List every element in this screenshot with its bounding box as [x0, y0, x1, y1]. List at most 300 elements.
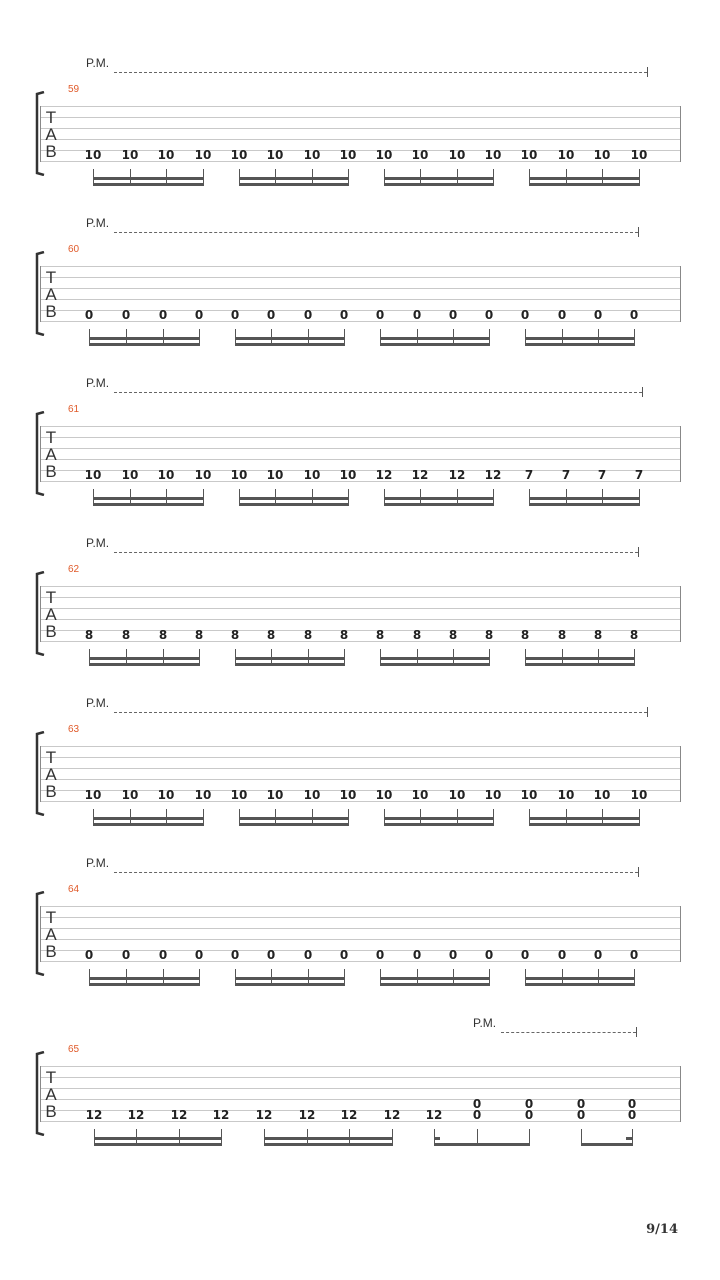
fret-number: 10 — [230, 148, 248, 162]
note-stem — [348, 489, 349, 503]
palm-mute-dashes — [114, 392, 642, 393]
staff-line — [40, 961, 680, 962]
palm-mute-dashes — [114, 712, 647, 713]
tab-clef-letter: A — [45, 285, 57, 304]
fret-number: 10 — [194, 788, 212, 802]
staff-line — [40, 448, 680, 449]
note-stem — [384, 809, 385, 823]
note-beam — [380, 663, 490, 666]
note-stem — [349, 1129, 350, 1143]
palm-mute-dashes — [114, 872, 638, 873]
barline-end — [680, 266, 681, 322]
note-stem — [271, 329, 272, 343]
note-stem — [163, 969, 164, 983]
fret-number: 0 — [375, 948, 385, 962]
staff-line — [40, 1077, 680, 1078]
barline-start — [40, 426, 41, 482]
staff-line — [40, 939, 680, 940]
note-stem — [136, 1129, 137, 1143]
fret-number: 0 — [375, 308, 385, 322]
tab-clef-letter: B — [45, 782, 57, 801]
tab-clef-letter: T — [45, 908, 57, 927]
fret-number: 12 — [383, 1108, 401, 1122]
note-beam — [525, 657, 635, 660]
fret-number: 10 — [375, 788, 393, 802]
note-stem — [493, 489, 494, 503]
staff-line — [40, 266, 680, 267]
note-beam — [93, 503, 204, 506]
note-stem — [562, 969, 563, 983]
palm-mute-label: P.M. — [86, 536, 110, 550]
note-stem — [239, 489, 240, 503]
fret-number: 12 — [484, 468, 502, 482]
fret-number: 8 — [557, 628, 567, 642]
note-beam — [380, 983, 490, 986]
staff-line — [40, 746, 680, 747]
staff-line — [40, 128, 680, 129]
note-stem — [525, 649, 526, 663]
note-stem — [420, 169, 421, 183]
barline-start — [40, 746, 41, 802]
palm-mute-label: P.M. — [86, 376, 110, 390]
fret-number: 8 — [339, 628, 349, 642]
fret-number: 0 — [412, 308, 422, 322]
fret-number: 10 — [411, 148, 429, 162]
palm-mute-label: P.M. — [86, 696, 110, 710]
fret-number: 7 — [561, 468, 571, 482]
note-stem — [344, 649, 345, 663]
note-stem — [453, 969, 454, 983]
fret-number: 10 — [121, 148, 139, 162]
fret-number: 0 — [303, 948, 313, 962]
note-beam — [89, 343, 200, 346]
fret-number: 0 — [484, 948, 494, 962]
note-stem — [179, 1129, 180, 1143]
tab-clef-letter: A — [45, 1085, 57, 1104]
fret-number: 12 — [212, 1108, 230, 1122]
note-beam — [93, 817, 204, 820]
note-stem — [639, 169, 640, 183]
note-stem — [163, 649, 164, 663]
note-stem — [457, 169, 458, 183]
staff-line — [40, 950, 680, 951]
note-beam — [94, 1143, 222, 1146]
fret-number: 8 — [375, 628, 385, 642]
note-stem — [562, 649, 563, 663]
staff-line — [40, 299, 680, 300]
fret-number: 10 — [520, 148, 538, 162]
note-stem — [239, 809, 240, 823]
fret-number: 0 — [629, 948, 639, 962]
note-stem — [203, 809, 204, 823]
note-beam — [239, 503, 349, 506]
palm-mute-end-mark — [636, 1027, 637, 1037]
note-beam — [525, 977, 635, 980]
fret-number: 10 — [266, 148, 284, 162]
fret-number: 10 — [484, 148, 502, 162]
barline-end — [680, 586, 681, 642]
note-stem — [634, 329, 635, 343]
fret-number: 12 — [340, 1108, 358, 1122]
staff-line — [40, 459, 680, 460]
tab-clef-letter: T — [45, 1068, 57, 1087]
fret-number: 10 — [121, 788, 139, 802]
palm-mute-end-mark — [647, 67, 648, 77]
note-beam — [525, 337, 635, 340]
note-stem — [602, 169, 603, 183]
fret-number: 10 — [194, 468, 212, 482]
note-beam-partial — [626, 1137, 632, 1140]
barline-start — [40, 586, 41, 642]
fret-number: 7 — [524, 468, 534, 482]
fret-number: 10 — [520, 788, 538, 802]
note-stem — [126, 329, 127, 343]
fret-number: 10 — [448, 148, 466, 162]
measure-number: 64 — [68, 884, 80, 895]
tab-clef-letter: B — [45, 1102, 57, 1121]
fret-number: 0 — [627, 1108, 637, 1122]
note-beam — [525, 983, 635, 986]
staff-line — [40, 928, 680, 929]
measure-number: 60 — [68, 244, 80, 255]
note-stem — [602, 489, 603, 503]
fret-number: 8 — [194, 628, 204, 642]
fret-number: 12 — [448, 468, 466, 482]
note-stem — [453, 329, 454, 343]
note-stem — [493, 809, 494, 823]
note-beam — [264, 1143, 393, 1146]
palm-mute-dashes — [114, 232, 638, 233]
note-stem — [199, 329, 200, 343]
note-stem — [634, 969, 635, 983]
staff-line — [40, 321, 680, 322]
staff-line — [40, 630, 680, 631]
fret-number: 12 — [255, 1108, 273, 1122]
barline-start — [40, 106, 41, 162]
tab-clef-letter: B — [45, 942, 57, 961]
note-stem — [344, 969, 345, 983]
measure-number: 62 — [68, 564, 80, 575]
note-stem — [598, 649, 599, 663]
note-beam — [529, 183, 640, 186]
barline-end — [680, 426, 681, 482]
palm-mute-end-mark — [638, 547, 639, 557]
note-stem — [93, 809, 94, 823]
fret-number: 10 — [557, 148, 575, 162]
fret-number: 10 — [230, 788, 248, 802]
note-beam — [93, 823, 204, 826]
note-stem — [239, 169, 240, 183]
note-stem — [566, 809, 567, 823]
fret-number: 10 — [375, 148, 393, 162]
fret-number: 0 — [472, 1108, 482, 1122]
fret-number: 10 — [303, 148, 321, 162]
palm-mute-label: P.M. — [473, 1016, 497, 1030]
tab-clef-letter: T — [45, 588, 57, 607]
fret-number: 0 — [593, 308, 603, 322]
fret-number: 0 — [557, 948, 567, 962]
note-beam — [235, 337, 345, 340]
note-stem — [384, 169, 385, 183]
note-stem — [420, 809, 421, 823]
fret-number: 0 — [520, 948, 530, 962]
fret-number: 10 — [339, 788, 357, 802]
note-beam — [239, 817, 349, 820]
note-beam — [239, 823, 349, 826]
note-beam — [89, 657, 200, 660]
note-beam — [239, 177, 349, 180]
fret-number: 0 — [266, 948, 276, 962]
fret-number: 10 — [230, 468, 248, 482]
fret-number: 0 — [593, 948, 603, 962]
fret-number: 0 — [230, 948, 240, 962]
note-stem — [453, 649, 454, 663]
fret-number: 7 — [597, 468, 607, 482]
staff-line — [40, 906, 680, 907]
note-stem — [130, 169, 131, 183]
note-stem — [89, 969, 90, 983]
palm-mute-end-mark — [638, 867, 639, 877]
note-stem — [308, 969, 309, 983]
fret-number: 10 — [84, 148, 102, 162]
note-stem — [235, 649, 236, 663]
staff-line — [40, 641, 680, 642]
note-beam — [384, 177, 494, 180]
note-beam — [380, 343, 490, 346]
note-beam — [239, 183, 349, 186]
fret-number: 0 — [194, 948, 204, 962]
fret-number: 12 — [127, 1108, 145, 1122]
note-stem — [639, 489, 640, 503]
tab-clef-letter: B — [45, 302, 57, 321]
note-stem — [163, 329, 164, 343]
note-beam — [239, 497, 349, 500]
fret-number: 0 — [448, 948, 458, 962]
fret-number: 8 — [121, 628, 131, 642]
note-stem — [126, 969, 127, 983]
fret-number: 12 — [170, 1108, 188, 1122]
fret-number: 8 — [158, 628, 168, 642]
note-stem — [312, 809, 313, 823]
note-stem — [529, 1129, 530, 1143]
fret-number: 0 — [472, 1097, 482, 1111]
staff-line — [40, 768, 680, 769]
note-beam — [93, 497, 204, 500]
measure-number: 63 — [68, 724, 80, 735]
fret-number: 10 — [303, 788, 321, 802]
note-stem — [489, 969, 490, 983]
barline-start — [40, 906, 41, 962]
note-stem — [199, 969, 200, 983]
fret-number: 0 — [266, 308, 276, 322]
note-stem — [166, 169, 167, 183]
note-stem — [493, 169, 494, 183]
tab-clef-letter: A — [45, 125, 57, 144]
fret-number: 10 — [630, 148, 648, 162]
fret-number: 0 — [576, 1108, 586, 1122]
note-stem — [566, 169, 567, 183]
note-stem — [380, 329, 381, 343]
note-beam — [384, 817, 494, 820]
note-beam — [235, 977, 345, 980]
fret-number: 10 — [339, 148, 357, 162]
measure-number: 61 — [68, 404, 80, 415]
note-stem — [598, 329, 599, 343]
palm-mute-end-mark — [642, 387, 643, 397]
fret-number: 0 — [629, 308, 639, 322]
staff-line — [40, 106, 680, 107]
palm-mute-label: P.M. — [86, 56, 110, 70]
note-stem — [639, 809, 640, 823]
note-stem — [417, 329, 418, 343]
palm-mute-dashes — [114, 72, 647, 73]
note-stem — [598, 969, 599, 983]
staff-line — [40, 288, 680, 289]
staff-line — [40, 779, 680, 780]
fret-number: 10 — [411, 788, 429, 802]
note-stem — [126, 649, 127, 663]
barline-start — [40, 1066, 41, 1122]
fret-number: 0 — [576, 1097, 586, 1111]
fret-number: 8 — [593, 628, 603, 642]
note-beam — [89, 663, 200, 666]
tab-clef-letter: A — [45, 765, 57, 784]
note-beam — [380, 337, 490, 340]
staff-line — [40, 1088, 680, 1089]
fret-number: 10 — [266, 788, 284, 802]
fret-number: 10 — [593, 148, 611, 162]
fret-number: 0 — [303, 308, 313, 322]
note-beam — [93, 183, 204, 186]
fret-number: 0 — [524, 1108, 534, 1122]
staff-line — [40, 277, 680, 278]
note-stem — [203, 169, 204, 183]
staff-line — [40, 310, 680, 311]
staff-line — [40, 619, 680, 620]
note-stem — [489, 649, 490, 663]
note-stem — [632, 1129, 633, 1143]
fret-number: 10 — [266, 468, 284, 482]
note-stem — [457, 809, 458, 823]
note-stem — [477, 1129, 478, 1143]
note-beam — [434, 1143, 530, 1146]
fret-number: 8 — [84, 628, 94, 642]
fret-number: 10 — [194, 148, 212, 162]
staff-line — [40, 117, 680, 118]
fret-number: 12 — [375, 468, 393, 482]
tab-clef-letter: T — [45, 748, 57, 767]
barline-start — [40, 266, 41, 322]
fret-number: 0 — [121, 948, 131, 962]
note-beam — [94, 1137, 222, 1140]
note-stem — [457, 489, 458, 503]
barline-end — [680, 906, 681, 962]
note-stem — [420, 489, 421, 503]
staff-line — [40, 586, 680, 587]
note-stem — [235, 969, 236, 983]
note-stem — [581, 1129, 582, 1143]
note-stem — [308, 649, 309, 663]
palm-mute-end-mark — [638, 227, 639, 237]
palm-mute-dashes — [501, 1032, 636, 1033]
note-beam — [235, 663, 345, 666]
note-beam — [525, 663, 635, 666]
tab-clef-letter: A — [45, 605, 57, 624]
note-stem — [380, 969, 381, 983]
note-stem — [275, 809, 276, 823]
note-beam — [89, 983, 200, 986]
note-stem — [384, 489, 385, 503]
fret-number: 0 — [194, 308, 204, 322]
fret-number: 10 — [448, 788, 466, 802]
note-stem — [203, 489, 204, 503]
note-beam — [380, 657, 490, 660]
note-beam — [264, 1137, 393, 1140]
fret-number: 0 — [84, 308, 94, 322]
fret-number: 0 — [412, 948, 422, 962]
fret-number: 0 — [627, 1097, 637, 1111]
measure-number: 65 — [68, 1044, 80, 1055]
note-beam — [529, 817, 640, 820]
note-beam — [235, 657, 345, 660]
fret-number: 10 — [557, 788, 575, 802]
note-beam — [89, 337, 200, 340]
fret-number: 10 — [484, 788, 502, 802]
note-stem — [93, 169, 94, 183]
fret-number: 10 — [84, 468, 102, 482]
fret-number: 7 — [634, 468, 644, 482]
note-stem — [89, 329, 90, 343]
note-stem — [634, 649, 635, 663]
fret-number: 8 — [230, 628, 240, 642]
note-stem — [348, 809, 349, 823]
note-beam — [384, 497, 494, 500]
tab-clef-letter: T — [45, 428, 57, 447]
fret-number: 10 — [121, 468, 139, 482]
note-beam — [529, 177, 640, 180]
note-stem — [529, 169, 530, 183]
note-stem — [344, 329, 345, 343]
measure-number: 59 — [68, 84, 80, 95]
note-beam — [235, 343, 345, 346]
fret-number: 0 — [121, 308, 131, 322]
fret-number: 10 — [593, 788, 611, 802]
barline-end — [680, 1066, 681, 1122]
note-stem — [525, 969, 526, 983]
fret-number: 8 — [303, 628, 313, 642]
note-stem — [392, 1129, 393, 1143]
fret-number: 0 — [158, 948, 168, 962]
barline-end — [680, 746, 681, 802]
note-beam — [235, 983, 345, 986]
note-stem — [566, 489, 567, 503]
fret-number: 10 — [303, 468, 321, 482]
barline-end — [680, 106, 681, 162]
staff-line — [40, 1066, 680, 1067]
staff-line — [40, 608, 680, 609]
note-stem — [275, 169, 276, 183]
note-stem — [417, 649, 418, 663]
note-stem — [271, 969, 272, 983]
note-stem — [89, 649, 90, 663]
note-stem — [380, 649, 381, 663]
note-stem — [529, 809, 530, 823]
fret-number: 12 — [411, 468, 429, 482]
note-stem — [348, 169, 349, 183]
note-stem — [489, 329, 490, 343]
note-stem — [417, 969, 418, 983]
fret-number: 0 — [524, 1097, 534, 1111]
